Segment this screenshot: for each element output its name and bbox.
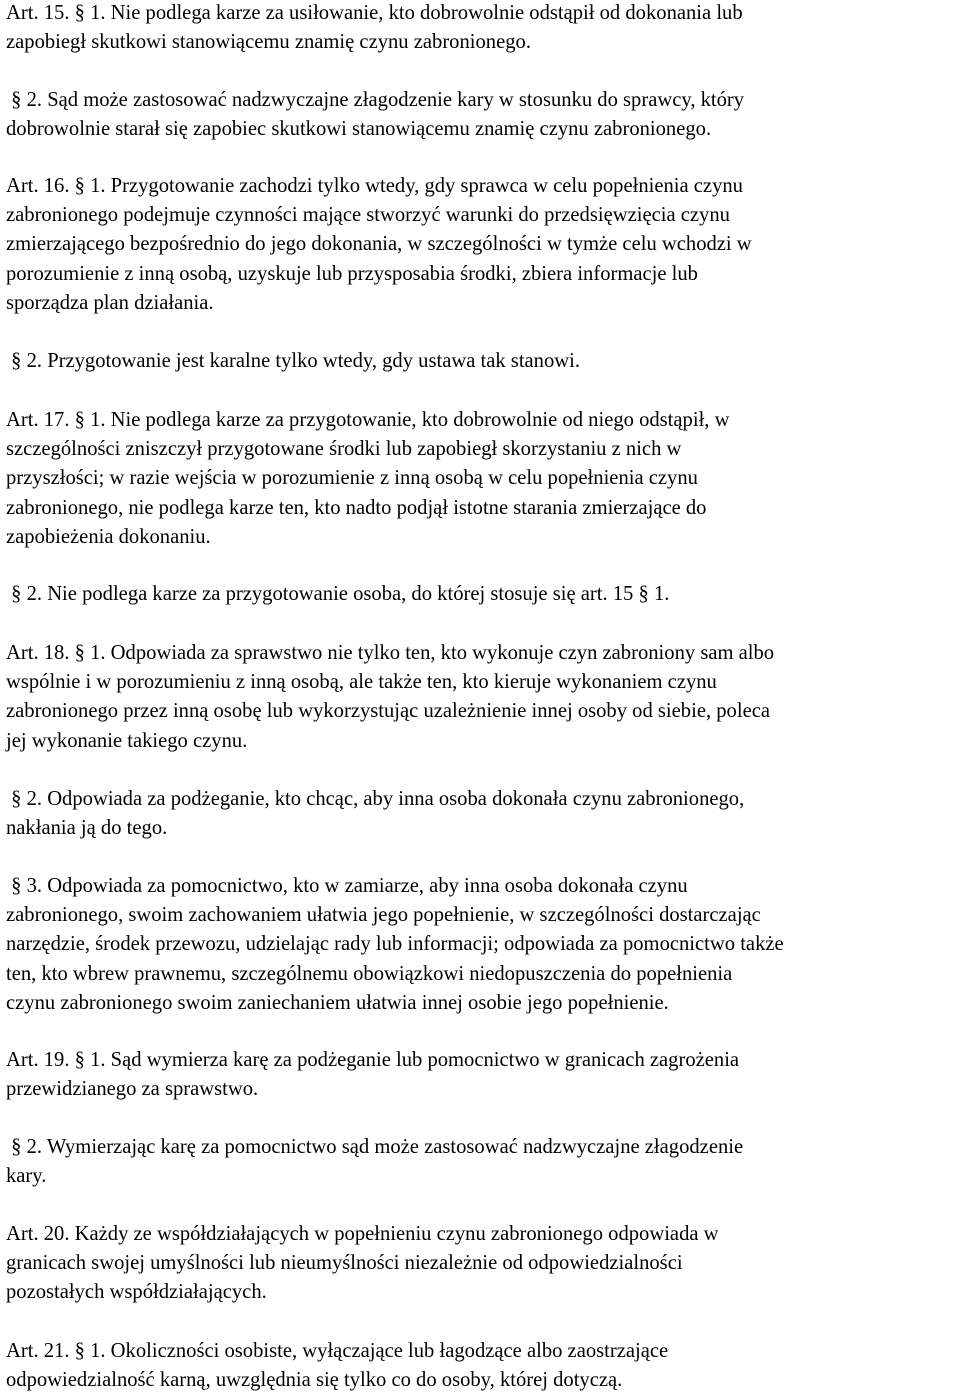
text-line: § 2. Odpowiada za podżeganie, kto chcąc, aby inna osoba dokonała czynu zabronionego, <box>6 788 745 810</box>
text-line: § 2. Sąd może zastosować nadzwyczajne złagodzenie kary w stosunku do sprawcy, który <box>6 89 745 111</box>
text-line: zabronionego, swoim zachowaniem ułatwia jego popełnienie, w szczególności dostarczając <box>6 904 761 927</box>
text-line: § 2. Nie podlega karze za przygotowanie osoba, do której stosuje się art. 15 § 1. <box>6 583 670 605</box>
paragraph-art16-par1 <box>6 172 752 318</box>
text-line: pozostałych współdziałających. <box>6 1281 267 1304</box>
text-line: jej wykonanie takiego czynu. <box>6 729 248 752</box>
text-line: zapobiegł skutkowi stanowiącemu znamię czynu zabronionego. <box>6 31 531 54</box>
text-line: sporządza plan działania. <box>6 291 214 314</box>
text-line: Art. 20. Każdy ze współdziałających w popełnieniu czynu zabronionego odpowiada w <box>6 1223 719 1245</box>
text-line: Art. 18. § 1. Odpowiada za sprawstwo nie tylko ten, kto wykonuje czyn zabroniony sam albo <box>6 642 775 664</box>
paragraph-art17-par1 <box>6 406 729 552</box>
paragraph-art18-par2 <box>6 785 744 843</box>
text-line: zmierzającego bezpośrednio do jego dokonania, w szczególności w tymże celu wchodzi w <box>6 233 752 256</box>
text-line: § 3. Odpowiada za pomocnictwo, kto w zamiarze, aby inna osoba dokonała czynu <box>6 875 688 897</box>
text-line: wspólnie i w porozumieniu z inną osobą, ale także ten, kto kieruje wykonaniem czynu <box>6 671 717 694</box>
text-line: czynu zabronionego swoim zaniechaniem ułatwia innej osobie jego popełnienie. <box>6 991 669 1014</box>
paragraph-art15-par2 <box>6 86 744 144</box>
text-line: zapobieżenia dokonaniu. <box>6 525 211 548</box>
paragraph-art16-par2 <box>6 347 580 376</box>
text-line: Art. 17. § 1. Nie podlega karze za przygotowanie, kto dobrowolnie od niego odstąpił, w <box>6 409 730 431</box>
paragraph-art21-par1 <box>6 1337 668 1395</box>
text-line: zabronionego podejmuje czynności mające stworzyć warunki do przedsięwzięcia czynu <box>6 204 730 227</box>
paragraph-art18-par1 <box>6 639 774 756</box>
text-line: Art. 16. § 1. Przygotowanie zachodzi tylko wtedy, gdy sprawca w celu popełnienia czynu <box>6 175 743 197</box>
paragraph-art18-par3 <box>6 872 784 1018</box>
paragraph-art15-par1 <box>6 0 743 57</box>
text-line: szczególności zniszczył przygotowane środki lub zapobiegł skorzystaniu z nich w <box>6 438 682 461</box>
paragraph-art19-par2 <box>6 1133 743 1191</box>
text-line: zabronionego, nie podlega karze ten, kto nadto podjął istotne starania zmierzające do <box>6 496 707 519</box>
text-line: Art. 15. § 1. Nie podlega karze za usiłowanie, kto dobrowolnie odstąpił od dokonania lub <box>6 2 743 24</box>
text-line: Art. 19. § 1. Sąd wymierza karę za podżeganie lub pomocnictwo w granicach zagrożenia <box>6 1049 740 1071</box>
text-line: Art. 21. § 1. Okoliczności osobiste, wyłączające lub łagodzące albo zaostrzające <box>6 1340 669 1362</box>
text-line: przewidzianego za sprawstwo. <box>6 1078 259 1101</box>
text-line: § 2. Wymierzając karę za pomocnictwo sąd może zastosować nadzwyczajne złagodzenie <box>6 1136 744 1158</box>
paragraph-art17-par2 <box>6 580 669 609</box>
paragraph-art20 <box>6 1220 719 1308</box>
text-line: przyszłości; w razie wejścia w porozumienie z inną osobą w celu popełnienia czynu <box>6 467 698 490</box>
text-line: odpowiedzialność karną, uwzględnia się tylko co do osoby, której dotyczą. <box>6 1369 623 1392</box>
text-line: dobrowolnie starał się zapobiec skutkowi stanowiącemu znamię czynu zabronionego. <box>6 118 712 141</box>
paragraph-art19-par1 <box>6 1046 739 1104</box>
text-line: narzędzie, środek przewozu, udzielając rady lub informacji; odpowiada za pomocnictwo także <box>6 933 784 956</box>
text-line: § 2. Przygotowanie jest karalne tylko wtedy, gdy ustawa tak stanowi. <box>6 350 581 372</box>
text-line: ten, kto wbrew prawnemu, szczególnemu obowiązkowi niedopuszczenia do popełnienia <box>6 962 733 985</box>
text-line: kary. <box>6 1165 47 1188</box>
text-line: zabronionego przez inną osobę lub wykorzystując uzależnienie innej osoby od siebie, poleca <box>6 700 770 723</box>
text-line: nakłania ją do tego. <box>6 817 168 840</box>
text-line: granicach swojej umyślności lub nieumyślności niezależnie od odpowiedzialności <box>6 1252 683 1275</box>
text-line: porozumienie z inną osobą, uzyskuje lub przysposabia środki, zbiera informacje lub <box>6 262 698 285</box>
